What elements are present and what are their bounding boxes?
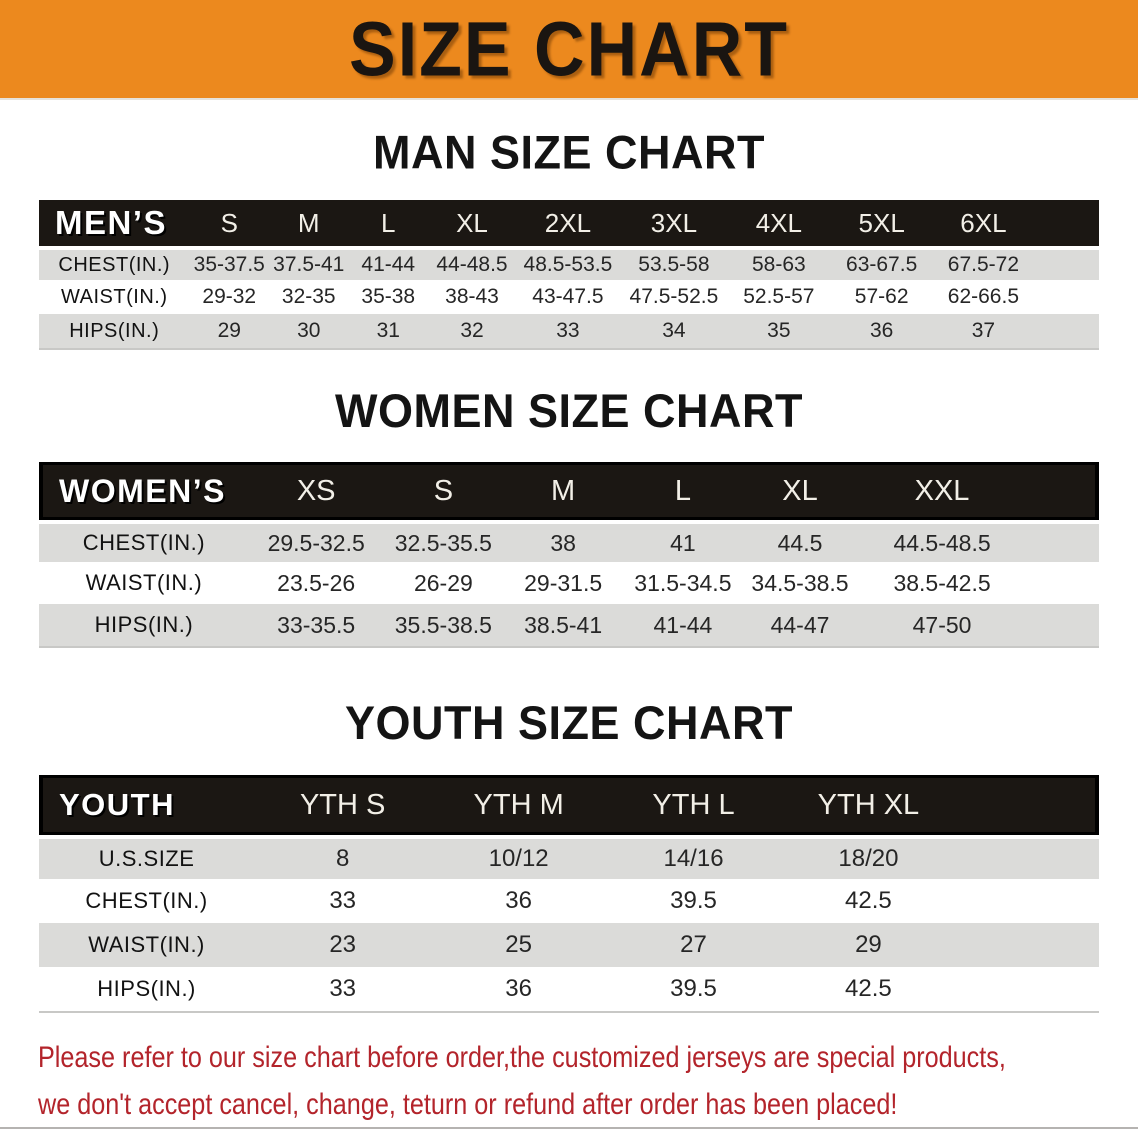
size-column-header: YTH M	[431, 775, 606, 835]
size-value: 32.5-35.5	[383, 520, 503, 562]
size-value: 67.5-72	[934, 246, 1034, 280]
women-section-heading: WOMEN SIZE CHART	[335, 383, 803, 438]
size-value: 41-44	[349, 246, 429, 280]
size-value: 58-63	[728, 246, 830, 280]
size-value: 33	[329, 887, 357, 914]
size-value: 39.5	[670, 887, 717, 914]
size-value: 38	[503, 520, 623, 562]
spacer-cell	[956, 835, 1099, 879]
size-value: 37	[971, 319, 996, 342]
size-column-header: 4XL	[728, 200, 830, 246]
table-row	[39, 967, 1099, 1011]
size-column-header: XL	[428, 200, 516, 246]
spacer-cell	[1033, 314, 1099, 348]
size-column-header: XL	[743, 462, 857, 520]
size-value: 35.5-38.5	[394, 611, 492, 638]
size-value: 42.5	[845, 887, 892, 914]
size-value: 23	[329, 931, 357, 958]
size-column-header: XS	[249, 462, 384, 520]
size-value: 41-44	[653, 611, 713, 638]
row-label: HIPS(IN.)	[94, 612, 194, 637]
women-size-table	[39, 462, 1099, 648]
youth-section	[0, 697, 1138, 1013]
footnote	[0, 1034, 1138, 1128]
table-row	[39, 604, 1099, 646]
size-column-header: L	[349, 200, 429, 246]
size-value: 44.5-48.5	[857, 520, 1027, 562]
spacer-cell	[1033, 200, 1099, 246]
size-value: 44-48.5	[428, 246, 516, 280]
size-value: 32	[460, 319, 484, 342]
footnote-line-1: Please refer to our size chart before order,the customized jerseys are special products,	[38, 1041, 1006, 1074]
size-value: 63-67.5	[830, 246, 934, 280]
men-section-heading: MAN SIZE CHART	[373, 125, 765, 180]
size-value: 47-50	[912, 611, 972, 638]
row-label: U.S.SIZE	[39, 835, 254, 879]
size-value: 34.5-38.5	[751, 569, 849, 596]
spacer-cell	[956, 879, 1099, 923]
spacer-cell	[956, 967, 1099, 1011]
row-label: WAIST(IN.)	[61, 285, 168, 308]
size-value: 25	[505, 931, 532, 958]
table-row	[39, 835, 1099, 879]
size-value: 31	[376, 319, 400, 342]
size-value: 29-31.5	[524, 569, 603, 596]
size-value: 35-37.5	[190, 246, 270, 280]
size-value: 39.5	[670, 975, 717, 1002]
size-value: 29	[855, 931, 882, 958]
spacer-cell	[956, 923, 1099, 967]
youth-section-heading: YOUTH SIZE CHART	[344, 695, 793, 750]
row-label: HIPS(IN.)	[97, 976, 196, 1001]
spacer-cell	[956, 775, 1099, 835]
corner-label: MEN’S	[39, 200, 190, 246]
size-column-header: L	[623, 462, 743, 520]
size-value: 33	[329, 975, 357, 1002]
youth-size-table	[39, 775, 1099, 1013]
size-value: 53.5-58	[620, 246, 728, 280]
size-value: 23.5-26	[277, 569, 356, 596]
size-value: 31.5-34.5	[634, 569, 732, 596]
row-label: CHEST(IN.)	[39, 520, 249, 562]
row-label: HIPS(IN.)	[69, 319, 160, 342]
row-label: CHEST(IN.)	[85, 888, 208, 913]
women-section	[0, 385, 1138, 648]
size-value: 27	[680, 931, 707, 958]
size-column-header: M	[269, 200, 349, 246]
men-size-table	[39, 200, 1099, 350]
size-value: 8	[254, 835, 431, 879]
size-value: 48.5-53.5	[516, 246, 620, 280]
spacer-cell	[1027, 562, 1099, 604]
table-row	[39, 562, 1099, 604]
size-value: 30	[297, 319, 321, 342]
table-row	[39, 520, 1099, 562]
size-value: 52.5-57	[743, 285, 815, 308]
size-value: 43-47.5	[532, 285, 604, 308]
size-value: 35-38	[361, 285, 416, 308]
row-label: WAIST(IN.)	[88, 932, 205, 957]
spacer-cell	[1033, 246, 1099, 280]
size-column-header: 5XL	[830, 200, 934, 246]
banner	[0, 0, 1138, 100]
size-value: 35	[767, 319, 791, 342]
size-value: 33	[556, 319, 580, 342]
row-label: WAIST(IN.)	[85, 570, 203, 595]
size-value: 18/20	[781, 835, 956, 879]
bottom-divider	[0, 1127, 1138, 1129]
size-value: 10/12	[431, 835, 606, 879]
size-column-header: YTH S	[254, 775, 431, 835]
size-column-header: 3XL	[620, 200, 728, 246]
size-value: 29.5-32.5	[249, 520, 384, 562]
size-value: 37.5-41	[269, 246, 349, 280]
size-value: 44-47	[770, 611, 830, 638]
size-value: 38.5-41	[524, 611, 603, 638]
page-title: SIZE CHART	[349, 6, 789, 92]
size-value: 14/16	[606, 835, 781, 879]
size-value: 42.5	[845, 975, 892, 1002]
size-value: 41	[623, 520, 743, 562]
size-value: 34	[662, 319, 686, 342]
size-value: 38-43	[445, 285, 499, 308]
size-value: 44.5	[743, 520, 857, 562]
size-column-header: XXL	[857, 462, 1027, 520]
size-value: 36	[505, 887, 532, 914]
size-value: 38.5-42.5	[893, 569, 991, 596]
row-label: CHEST(IN.)	[39, 246, 190, 280]
size-column-header: YTH L	[606, 775, 781, 835]
size-value: 62-66.5	[947, 285, 1020, 308]
size-value: 36	[869, 319, 894, 342]
table-row	[39, 879, 1099, 923]
corner-label: YOUTH	[39, 775, 254, 835]
size-column-header: 6XL	[934, 200, 1034, 246]
size-column-header: S	[190, 200, 270, 246]
corner-label: WOMEN’S	[39, 462, 249, 520]
size-column-header: YTH XL	[781, 775, 956, 835]
men-section	[0, 127, 1138, 350]
spacer-cell	[1027, 520, 1099, 562]
table-row	[39, 314, 1099, 348]
spacer-cell	[1027, 462, 1099, 520]
size-column-header: 2XL	[516, 200, 620, 246]
size-value: 57-62	[854, 285, 909, 308]
size-value: 29	[217, 319, 241, 342]
size-value: 32-35	[281, 285, 336, 308]
size-value: 29-32	[202, 285, 257, 308]
spacer-cell	[1033, 280, 1099, 314]
size-column-header: M	[503, 462, 623, 520]
size-value: 47.5-52.5	[629, 285, 719, 308]
spacer-cell	[1027, 604, 1099, 646]
footnote-line-2: we don't accept cancel, change, teturn or refund after order has been placed!	[38, 1088, 898, 1121]
table-row	[39, 280, 1099, 314]
size-value: 36	[505, 975, 532, 1002]
size-column-header: S	[383, 462, 503, 520]
size-value: 26-29	[413, 569, 473, 596]
table-row	[39, 923, 1099, 967]
size-value: 33-35.5	[277, 611, 356, 638]
table-row	[39, 246, 1099, 280]
